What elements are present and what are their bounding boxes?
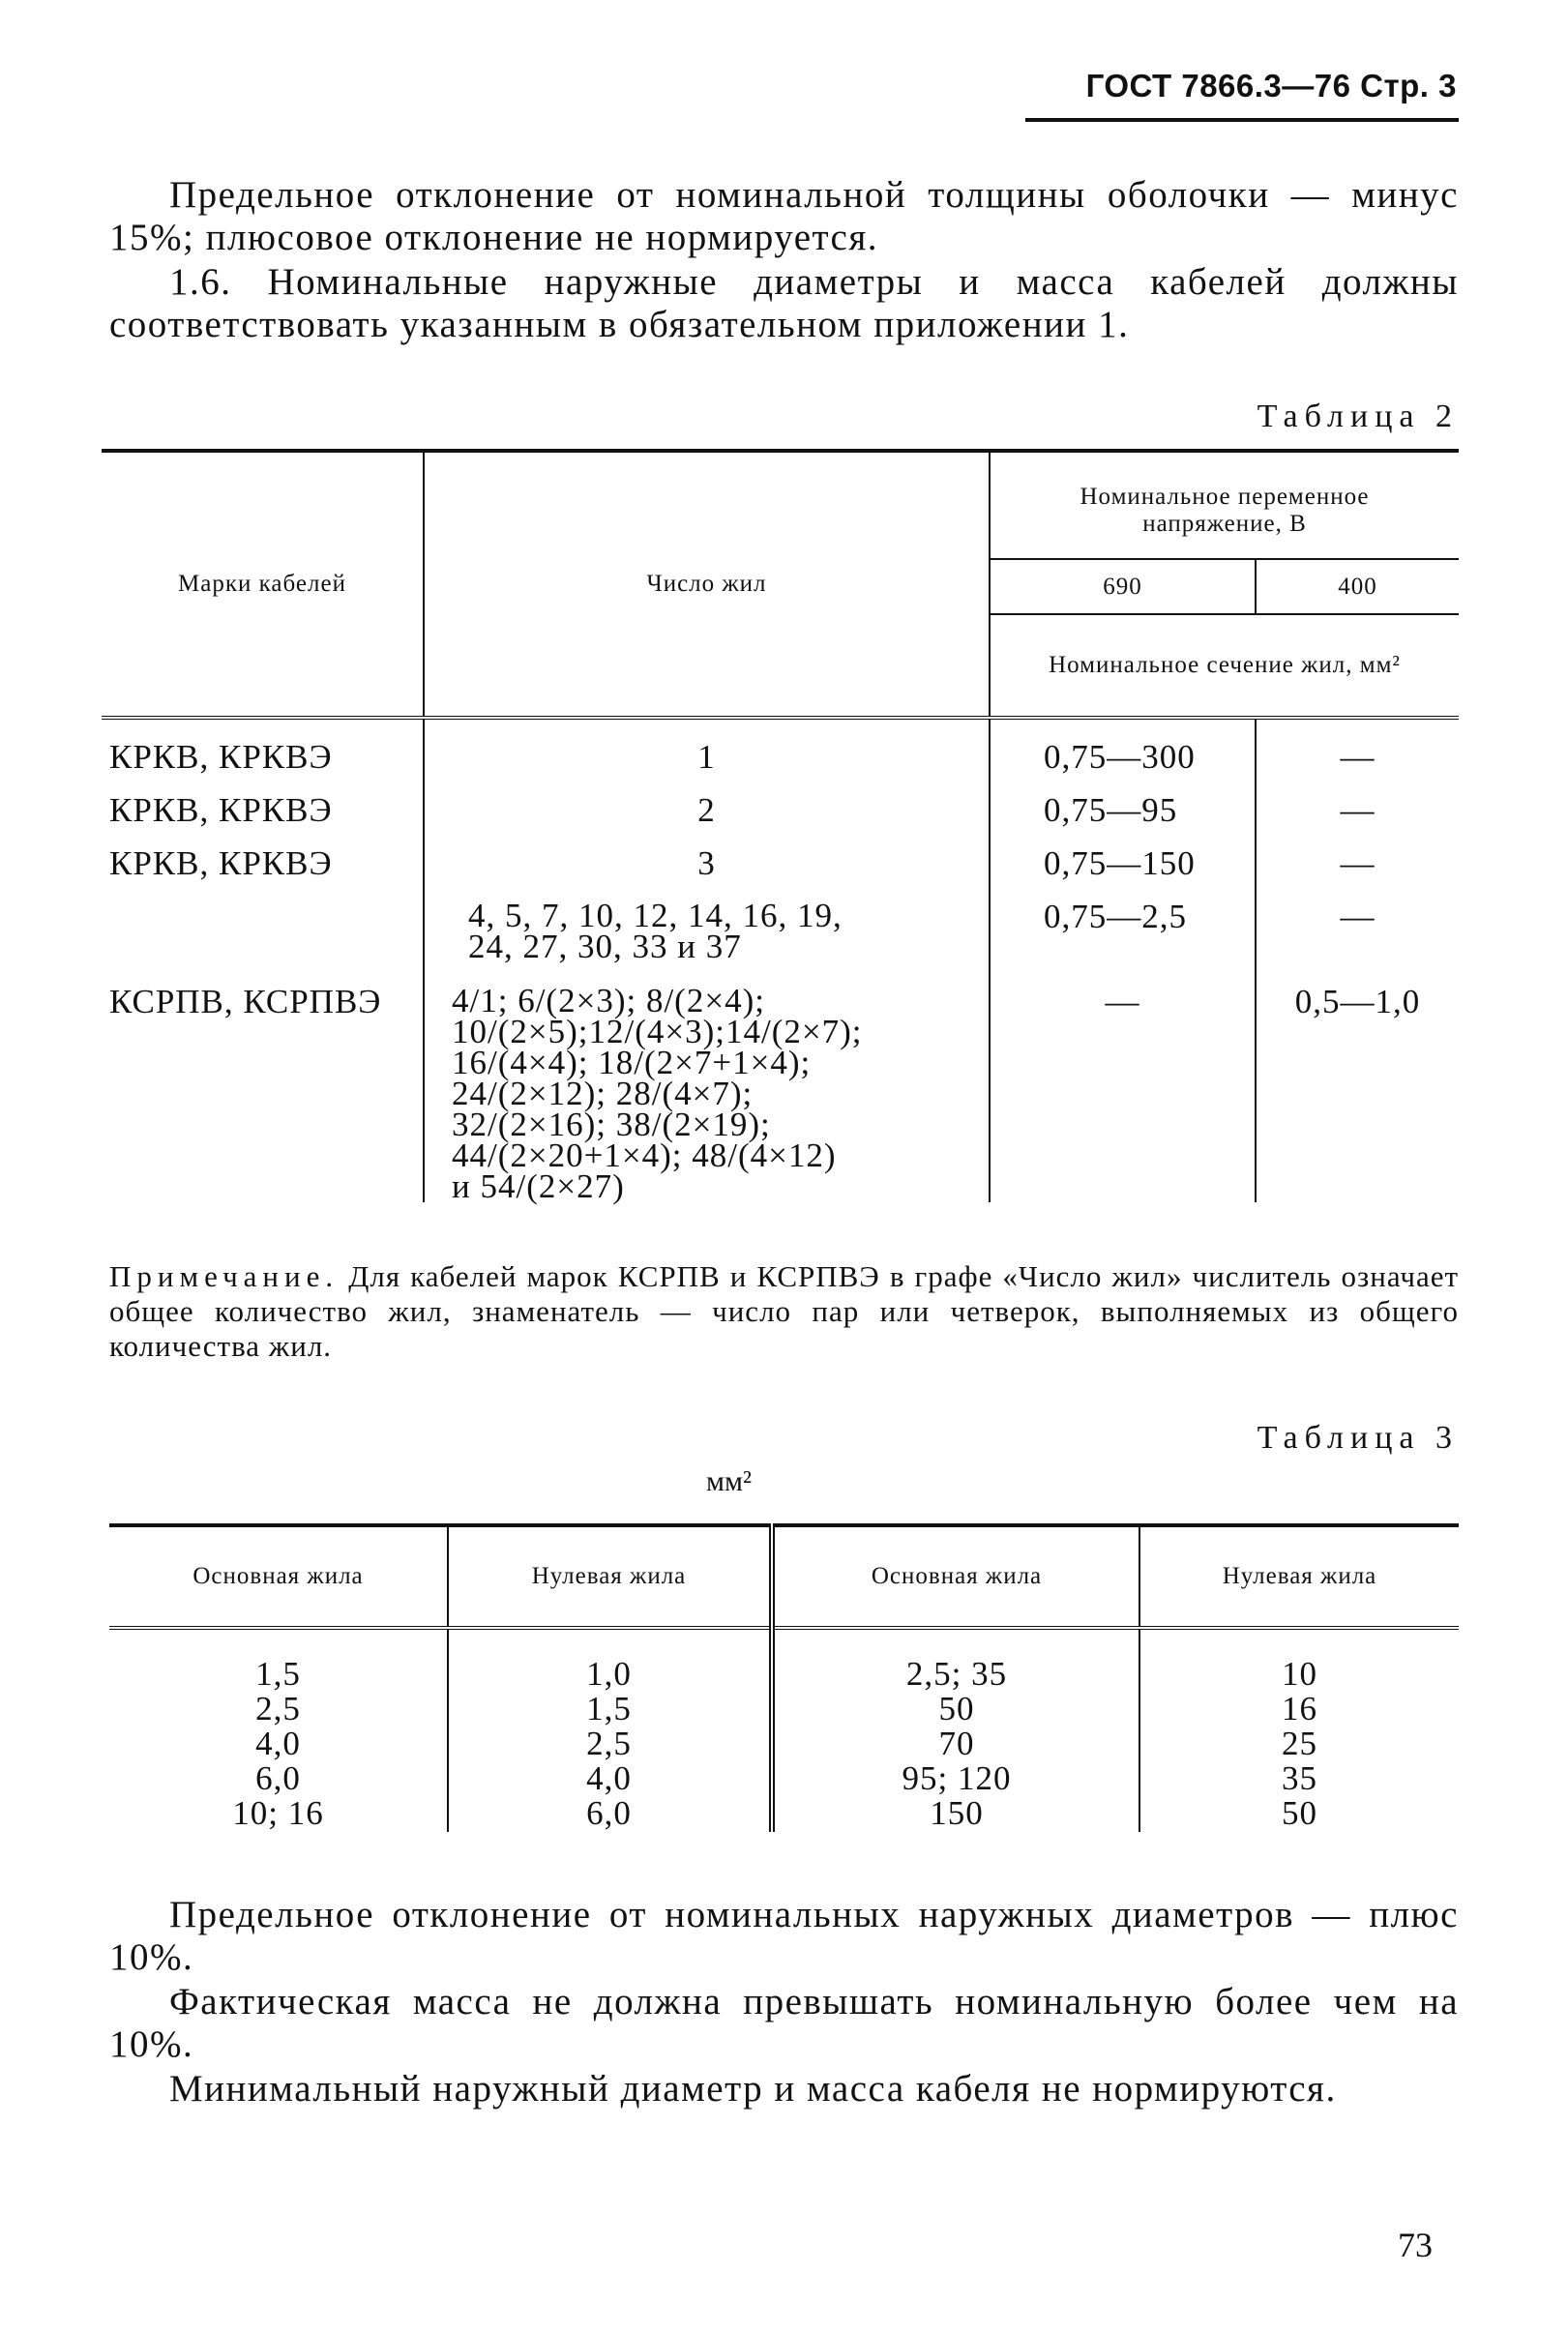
table-row: [102, 962, 1459, 1202]
cell-400: —: [1340, 791, 1376, 829]
table2-caption: Таблица 2: [1257, 399, 1459, 434]
table-row: [102, 828, 1459, 881]
note-text: Для кабелей марок КСРПВ и КСРПВЭ в графе «Число жил» числитель означает общее количество жил, знаменатель — число пар или четверок, выполняемых из общего количества жил.: [109, 1259, 1460, 1363]
cell-400: —: [1340, 738, 1376, 776]
cell-brand: КСРПВ, КСРПВЭ: [102, 962, 424, 1202]
cell-400: —: [1340, 844, 1376, 882]
cell-690: 0,75—150: [990, 828, 1256, 881]
paragraph-not-standardized: Минимальный наружный диаметр и масса кабеля не нормируются.: [169, 2068, 1337, 2110]
header-cores: Число жил: [424, 451, 990, 718]
table-row: [102, 718, 1459, 775]
table3-caption: Таблица 3: [1257, 1420, 1459, 1456]
cell-brand: КРКВ, КРКВЭ: [102, 718, 424, 775]
page-number: 73: [1398, 2226, 1433, 2264]
cell-cores: 4/1; 6/(2×3); 8/(2×4); 10/(2×5);12/(4×3);14/(2×7); 16/(4×4); 18/(2×7+1×4); 24/(2×12); 28/(4×7); 32/(2×16); 38/(2×19); 44/(2×20+1×4); 48/(4×12) и 54/(2×27): [424, 962, 990, 1202]
header-neutral-core-1: Нулевая жила: [448, 1525, 772, 1628]
table-row: [109, 1628, 1459, 1832]
table-2: [102, 449, 1459, 1205]
header-neutral-core-2: Нулевая жила: [1139, 1525, 1459, 1628]
cell-690: —: [990, 962, 1256, 1202]
table-3: [109, 1523, 1459, 1832]
cell-main-core-1: 1,5 2,5 4,0 6,0 10; 16: [109, 1628, 448, 1832]
paragraph-mass-limit: Фактическая масса не должна превышать номинальную более чем на 10%.: [109, 1981, 1459, 2065]
table2-note: [109, 1259, 1459, 1364]
cell-690: 0,75—300: [990, 718, 1256, 775]
header-section: Номинальное сечение жил, мм²: [990, 614, 1459, 718]
table-row: [102, 775, 1459, 828]
cell-400: —: [1340, 898, 1376, 935]
header-brand: Марки кабелей: [102, 451, 424, 718]
cell-690: 0,75—2,5: [990, 881, 1256, 962]
paragraph-diameter-tolerance: Предельное отклонение от номинальных наружных диаметров — плюс 10%.: [109, 1894, 1459, 1978]
table-row: [102, 881, 1459, 962]
paragraph-1-6: 1.6. Номинальные наружные диаметры и масса кабелей должны соответствовать указанным в обязательном приложении 1.: [109, 261, 1459, 345]
cell-brand: КРКВ, КРКВЭ: [102, 775, 424, 828]
header-690: 690: [990, 559, 1256, 613]
cell-cores: 1: [424, 718, 990, 775]
cell-main-core-2: 2,5; 35 50 70 95; 120 150: [772, 1628, 1139, 1832]
header-400: 400: [1256, 559, 1459, 613]
page-header: ГОСТ 7866.3—76 Стр. 3: [1085, 68, 1457, 103]
cell-cores: 4, 5, 7, 10, 12, 14, 16, 19, 24, 27, 30, 33 и 37: [424, 881, 990, 962]
cell-brand: КРКВ, КРКВЭ: [102, 828, 424, 881]
cell-690: 0,75—95: [990, 775, 1256, 828]
cell-brand: [102, 881, 424, 962]
header-main-core-1: Основная жила: [109, 1525, 448, 1628]
cell-400: 0,5—1,0: [1294, 983, 1421, 1020]
paragraph-tolerance-sheath: Предельное отклонение от номинальной толщины оболочки — минус 15%; плюсовое отклонение не нормируется.: [109, 174, 1459, 258]
header-rule: [1025, 118, 1459, 122]
cell-cores: 3: [424, 828, 990, 881]
note-lead: Примечание.: [109, 1259, 340, 1293]
table3-unit: мм²: [706, 1465, 752, 1497]
cell-neutral-core-2: 10 16 25 35 50: [1282, 1655, 1317, 1832]
header-main-core-2: Основная жила: [772, 1525, 1139, 1628]
cell-neutral-core-1: 1,0 1,5 2,5 4,0 6,0: [448, 1628, 772, 1832]
cell-cores: 2: [424, 775, 990, 828]
header-voltage: Номинальное переменное напряжение, В: [990, 451, 1459, 559]
